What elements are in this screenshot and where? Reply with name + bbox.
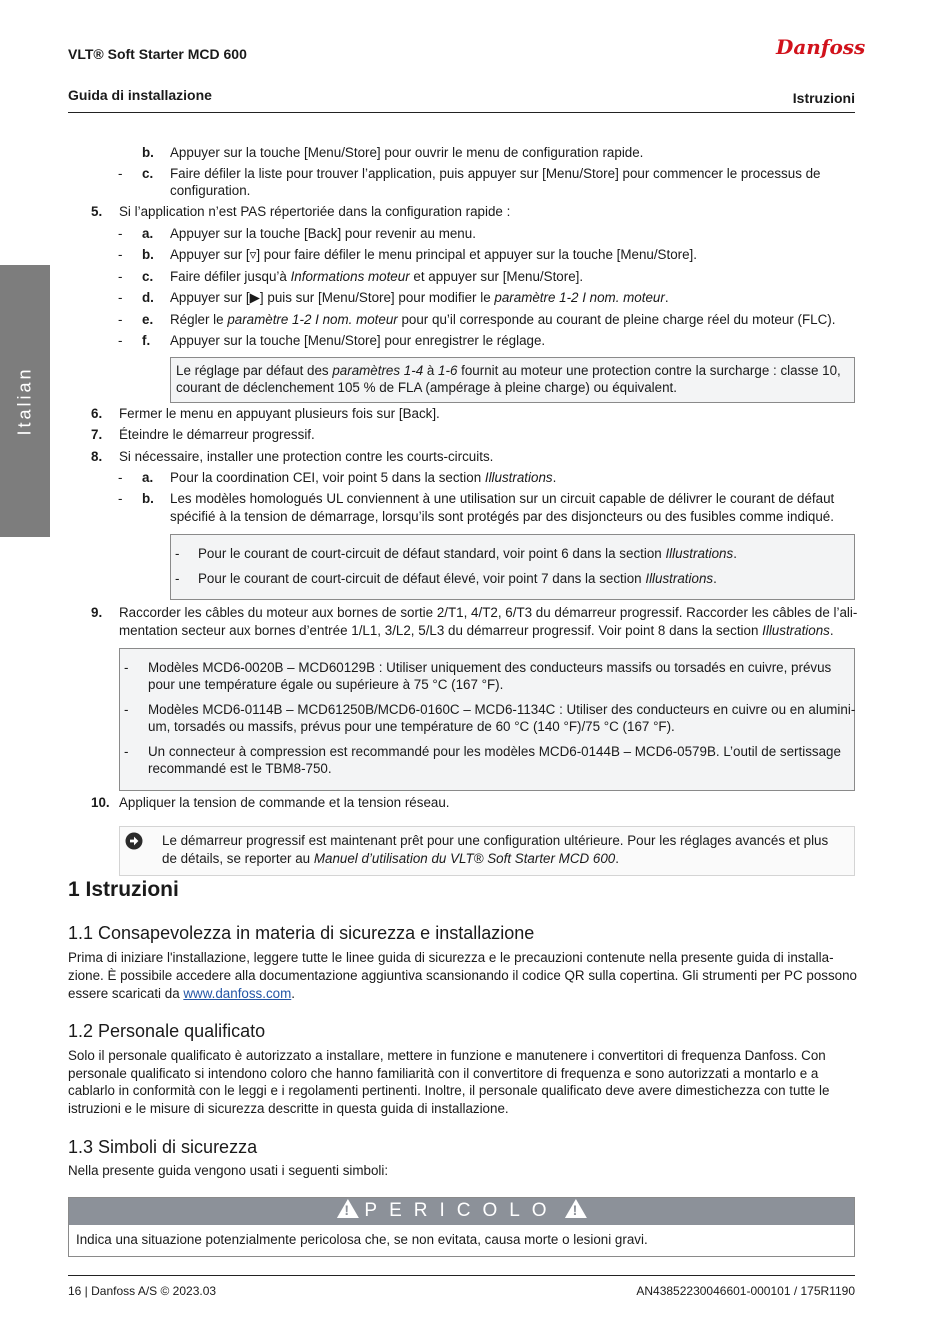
- section-heading: 1.2 Personale qualificato: [68, 1021, 266, 1041]
- paragraph-line: istruzioni e le misure di sicurezza descritte in questa guida di installazione.: [68, 1101, 509, 1116]
- info-box-text: Modèles MCD6-0020B – MCD60129B : Utiliser uniquement des conducteurs massifs ou torsadés en cuivre, prévus: [148, 660, 832, 675]
- step-number: 8.: [91, 449, 103, 464]
- step-number: 6.: [91, 406, 103, 421]
- language-tab: [0, 265, 50, 537]
- info-box-text: pour une température égale ou supérieure à 75 °C (167 °F).: [148, 677, 504, 692]
- step-marker: e.: [142, 312, 154, 327]
- step-text: Appuyer sur la touche [Menu/Store] pour enregistrer le réglage.: [170, 333, 546, 348]
- danger-label-row: [330, 1199, 592, 1222]
- paragraph-line: essere scaricati da www.danfoss.com.: [68, 986, 296, 1001]
- section-heading: 1.1 Consapevolezza in materia di sicurezza e installazione: [68, 923, 535, 943]
- section-label: Istruzioni: [792, 90, 855, 106]
- step-marker: a.: [142, 226, 154, 241]
- step-marker: c.: [142, 269, 154, 284]
- dash: -: [118, 290, 123, 305]
- step-marker: c.: [142, 166, 154, 181]
- step-text: Appliquer la tension de commande et la tension réseau.: [119, 795, 450, 810]
- step-text: Régler le paramètre 1-2 I nom. moteur pour qu’il corresponde au courant de pleine charge réel du moteur (FLC).: [170, 312, 836, 327]
- step-text: Si l’application n’est PAS répertoriée dans la configuration rapide :: [119, 204, 511, 219]
- info-box-text: Pour le courant de court-circuit de défaut standard, voir point 6 dans la section Illustrations.: [198, 546, 737, 561]
- dash: -: [118, 269, 123, 284]
- info-box-text: Pour le courant de court-circuit de défaut élevé, voir point 7 dans la section Illustrations.: [198, 571, 717, 586]
- info-box-text: courant de déclenchement 105 % de FLA (ampérage à pleine charge) ou équivalent.: [176, 380, 677, 395]
- dash: -: [118, 312, 123, 327]
- step-text: Faire défiler jusqu’à Informations moteur et appuyer sur [Menu/Store].: [170, 269, 584, 284]
- info-box-text: Le réglage par défaut des paramètres 1-4 à 1-6 fournit au moteur une protection contre la surcharge : classe 10,: [176, 363, 841, 378]
- dash: -: [175, 546, 180, 561]
- footer-doc-code: AN43852230046601-000101 / 175R1190: [636, 1284, 855, 1298]
- info-box: [170, 534, 855, 600]
- warning-triangle-icon: [565, 1199, 587, 1218]
- step-text: spécifié à la tension de démarrage, lorsqu’ils sont protégés par des disjoncteurs ou des fusibles comme indiqué.: [170, 509, 834, 524]
- dash: -: [118, 226, 123, 241]
- danger-header: [69, 1198, 854, 1225]
- step-text: Appuyer sur la touche [Back] pour revenir au menu.: [170, 226, 476, 241]
- step-text: Appuyer sur la touche [Menu/Store] pour ouvrir le menu de configuration rapide.: [170, 145, 644, 160]
- note-text: Le démarreur progressif est maintenant prêt pour une configuration ultérieure. Pour les réglages avancés et plus: [162, 833, 829, 848]
- info-box-text: Un connecteur à compression est recommandé pour les modèles MCD6-0144B – MCD6-0579B. L’outil de sertissage: [148, 744, 841, 759]
- step-marker: b.: [142, 247, 154, 262]
- step-marker: b.: [142, 145, 154, 160]
- step-number: 9.: [91, 605, 103, 620]
- arrow-right-circle-icon: [125, 832, 143, 850]
- dash: -: [124, 744, 129, 759]
- paragraph-line: personale qualificato si intendono coloro che hanno familiarità con il convertitore di frequenza e sono autorizzati a montarlo e a: [68, 1066, 819, 1081]
- step-marker: f.: [142, 333, 151, 348]
- paragraph-line: Solo il personale qualificato è autorizzato a installare, mettere in funzione e manutenere i convertitori di frequenza Danfoss. Con: [68, 1048, 826, 1063]
- step-number: 7.: [91, 427, 103, 442]
- note-text: de détails, se reporter au Manuel d’utilisation du VLT® Soft Starter MCD 600.: [162, 851, 619, 866]
- step-marker: d.: [142, 290, 154, 305]
- paragraph-line: cablarlo in conformità con le leggi e i regolamenti pertinenti. Inoltre, il personale qualificato deve avere dimestichezza con tutte le: [68, 1083, 830, 1098]
- paragraph-line: zione. È possibile accedere alla documentazione aggiuntiva scansionando il codice QR sulla copertina. Gli strumenti per PC possono: [68, 968, 858, 983]
- danger-box: [68, 1197, 855, 1257]
- step-number: 5.: [91, 204, 103, 219]
- step-text: Si nécessaire, installer une protection contre les courts-circuits.: [119, 449, 494, 464]
- section-heading: 1.3 Simboli di sicurezza: [68, 1137, 258, 1157]
- step-text: Pour la coordination CEI, voir point 5 dans la section Illustrations.: [170, 470, 557, 485]
- dash: -: [118, 333, 123, 348]
- dash: -: [124, 702, 129, 717]
- header-divider: [68, 112, 855, 113]
- dash: -: [118, 491, 123, 506]
- paragraph-line: Nella presente guida vengono usati i seguenti simboli:: [68, 1163, 389, 1178]
- step-text: Les modèles homologués UL conviennent à une utilisation sur un circuit capable de délivrer le courant de défaut: [170, 491, 835, 506]
- info-box-text: um, torsadés ou massifs, prévus pour une température de 60 °C (140 °F)/75 °C (167 °F).: [148, 719, 675, 734]
- paragraph-line: Prima di iniziare l'installazione, leggere tutte le linee guida di sicurezza e le precauzioni contenute nella presente guida di installa-: [68, 950, 834, 965]
- step-text: Faire défiler la liste pour trouver l’application, puis appuyer sur [Menu/Store] pour commencer le processus de: [170, 166, 821, 181]
- danger-text: Indica una situazione potenzialmente pericolosa che, se non evitata, causa morte o lesioni gravi.: [76, 1232, 648, 1247]
- info-box-text: recommandé est le TBM8-750.: [148, 761, 332, 776]
- dash: -: [118, 166, 123, 181]
- info-box-text: Modèles MCD6-0114B – MCD61250B/MCD6-0160C – MCD6-1134C : Utiliser des conducteurs en cuivre ou en alumini-: [148, 702, 856, 717]
- logo-text: Danfoss: [776, 35, 866, 59]
- step-number: 10.: [91, 795, 110, 810]
- step-marker: b.: [142, 491, 154, 506]
- step-text: Appuyer sur [▶] puis sur [Menu/Store] pour modifier le paramètre 1-2 I nom. moteur.: [170, 290, 669, 305]
- step-text: configuration.: [170, 183, 251, 198]
- step-marker: a.: [142, 470, 154, 485]
- warning-triangle-icon: [336, 1199, 358, 1218]
- footer-page-info: 16 | Danfoss A/S © 2023.03: [68, 1284, 217, 1298]
- step-text: Fermer le menu en appuyant plusieurs fois sur [Back].: [119, 406, 440, 421]
- dash: -: [118, 247, 123, 262]
- danfoss-logo: [774, 30, 866, 64]
- step-text: mentation secteur aux bornes d’entrée 1/L1, 3/L2, 5/L3 du démarreur progressif. Voir point 8 dans la section Illustrations.: [119, 623, 834, 638]
- dash: -: [175, 571, 180, 586]
- dash: -: [118, 470, 123, 485]
- language-tab-label: Italian: [14, 366, 35, 436]
- step-text: Appuyer sur [▿] pour faire défiler le menu principal et appuyer sur la touche [Menu/Store].: [170, 247, 698, 262]
- dash: -: [124, 660, 129, 675]
- chapter-title: 1 Istruzioni: [68, 878, 179, 901]
- footer-divider: [68, 1275, 855, 1276]
- danfoss-link[interactable]: www.danfoss.com: [183, 986, 292, 1001]
- danger-label: PERICOLO: [364, 1200, 559, 1221]
- step-text: Éteindre le démarreur progressif.: [119, 427, 315, 442]
- document-title: VLT® Soft Starter MCD 600: [68, 46, 247, 62]
- step-text: Raccorder les câbles du moteur aux bornes de sortie 2/T1, 4/T2, 6/T3 du démarreur progressif. Raccorder les câbles de l’ali-: [119, 605, 858, 620]
- guide-title: Guida di installazione: [68, 87, 212, 103]
